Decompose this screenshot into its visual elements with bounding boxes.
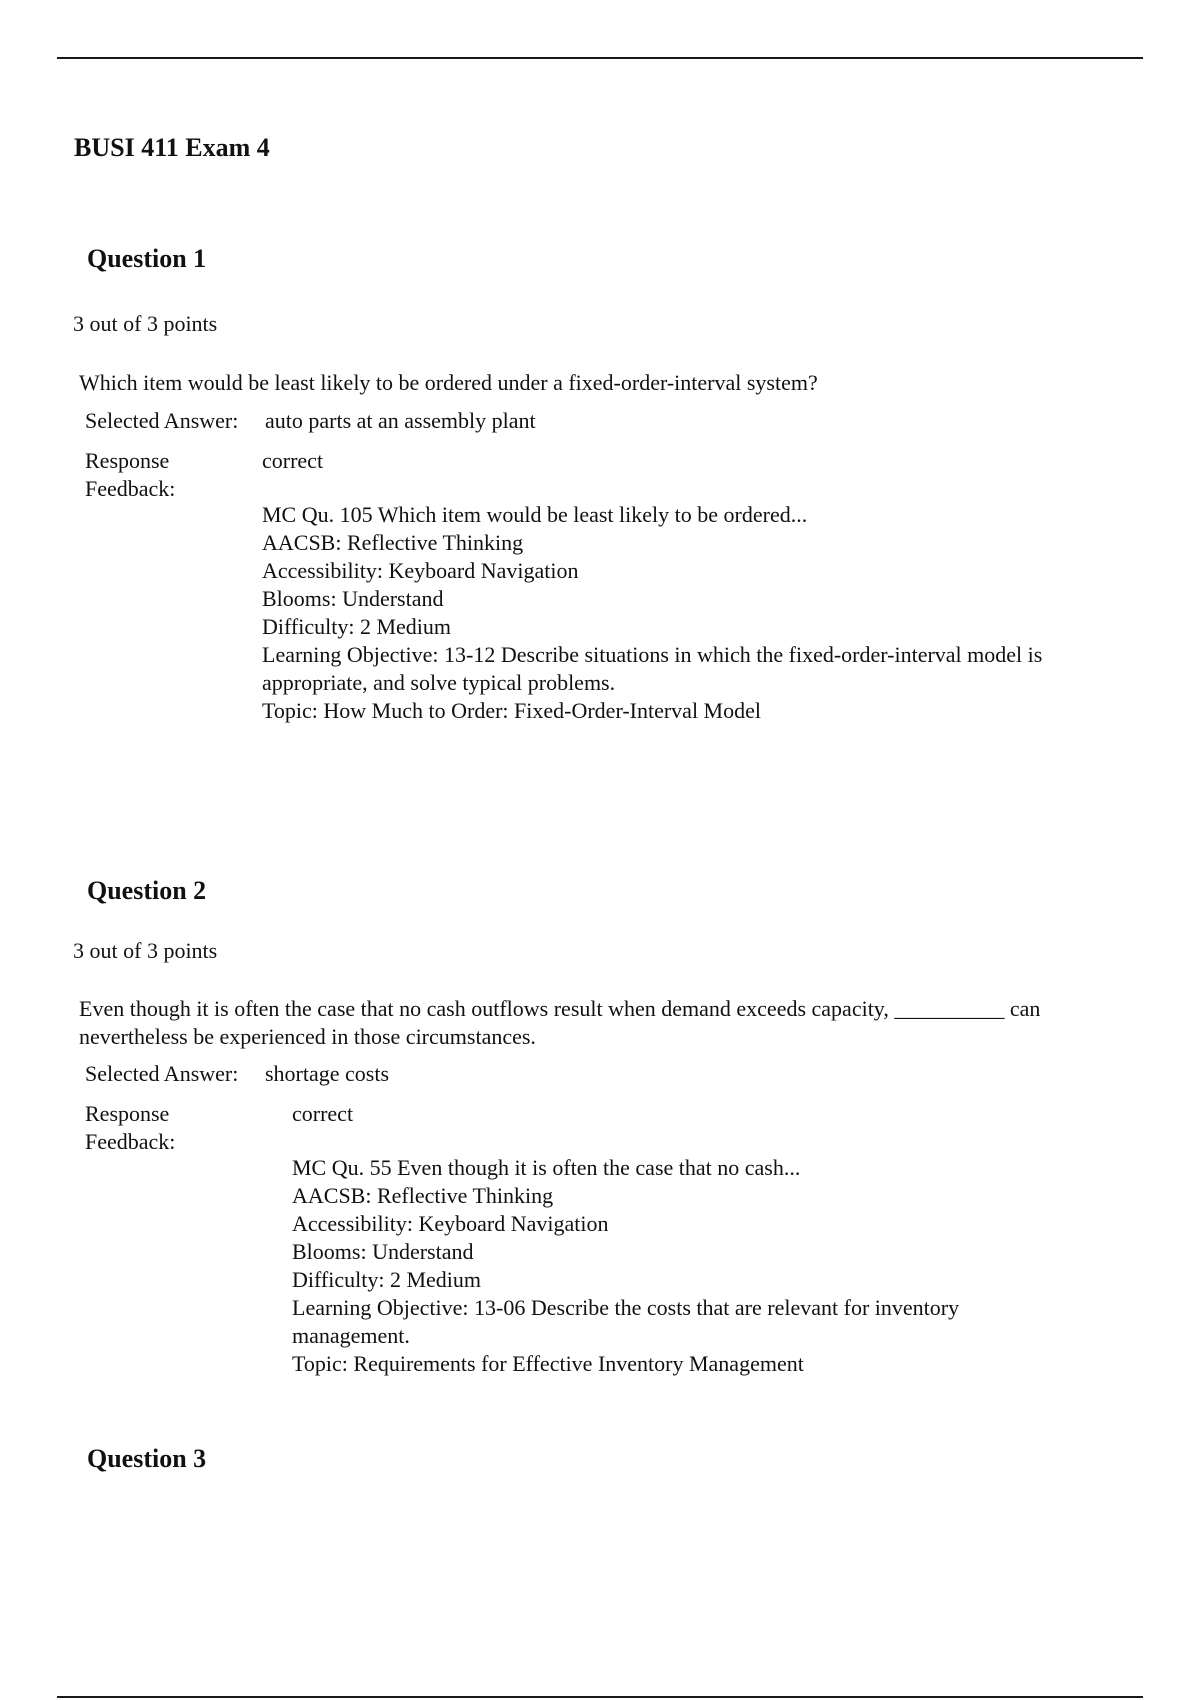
- question-1-feedback-line: Topic: How Much to Order: Fixed-Order-Interval Model: [262, 698, 761, 723]
- question-1-response-label: Response Feedback:: [85, 448, 176, 501]
- question-1-feedback-line: Accessibility: Keyboard Navigation: [262, 558, 579, 583]
- question-1-feedback-status: correct: [262, 448, 324, 473]
- question-2-text: Even though it is often the case that no cash outflows result when demand exceeds capacity, __________ can nevertheless be experienced in those circumstances.: [79, 996, 1041, 1049]
- question-2-points: 3 out of 3 points: [73, 938, 218, 963]
- question-2-feedback-line: MC Qu. 55 Even though it is often the case that no cash...: [292, 1155, 801, 1180]
- question-1-text: Which item would be least likely to be ordered under a fixed-order-interval system?: [79, 370, 818, 395]
- top-rule: [57, 57, 1143, 59]
- question-2-feedback-status: correct: [292, 1101, 354, 1126]
- bottom-rule: [57, 1696, 1143, 1698]
- question-2-title: Question 2: [87, 876, 207, 905]
- question-1-selected-answer: auto parts at an assembly plant: [265, 408, 536, 433]
- question-2-feedback: [292, 1100, 1052, 1378]
- question-1-feedback-line: Learning Objective: 13-12 Describe situations in which the fixed-order-interval model is appropriate, and solve typical problems.: [262, 642, 1043, 695]
- question-2-feedback-line: Accessibility: Keyboard Navigation: [292, 1211, 609, 1236]
- document-title: BUSI 411 Exam 4: [74, 133, 270, 162]
- question-2-feedback-line: AACSB: Reflective Thinking: [292, 1183, 554, 1208]
- question-1-feedback-line: Difficulty: 2 Medium: [262, 614, 452, 639]
- question-2-feedback-line: Topic: Requirements for Effective Inventory Management: [292, 1351, 804, 1376]
- question-2-feedback-line: Learning Objective: 13-06 Describe the costs that are relevant for inventory management.: [292, 1295, 960, 1348]
- question-2-feedback-line: Blooms: Understand: [292, 1239, 474, 1264]
- question-1-feedback-line: AACSB: Reflective Thinking: [262, 530, 524, 555]
- question-2-feedback-line: Difficulty: 2 Medium: [292, 1267, 482, 1292]
- question-1-selected-label: Selected Answer:: [85, 408, 239, 433]
- question-2-selected-label: Selected Answer:: [85, 1061, 239, 1086]
- question-1-feedback: [262, 447, 1142, 725]
- question-1-feedback-line: Blooms: Understand: [262, 586, 444, 611]
- question-2-selected-answer: shortage costs: [265, 1061, 390, 1086]
- question-1-points: 3 out of 3 points: [73, 311, 218, 336]
- question-1-feedback-line: MC Qu. 105 Which item would be least likely to be ordered...: [262, 502, 808, 527]
- question-2-response-label: Response Feedback:: [85, 1101, 176, 1154]
- question-3-title: Question 3: [87, 1444, 207, 1473]
- question-1-title: Question 1: [87, 244, 207, 273]
